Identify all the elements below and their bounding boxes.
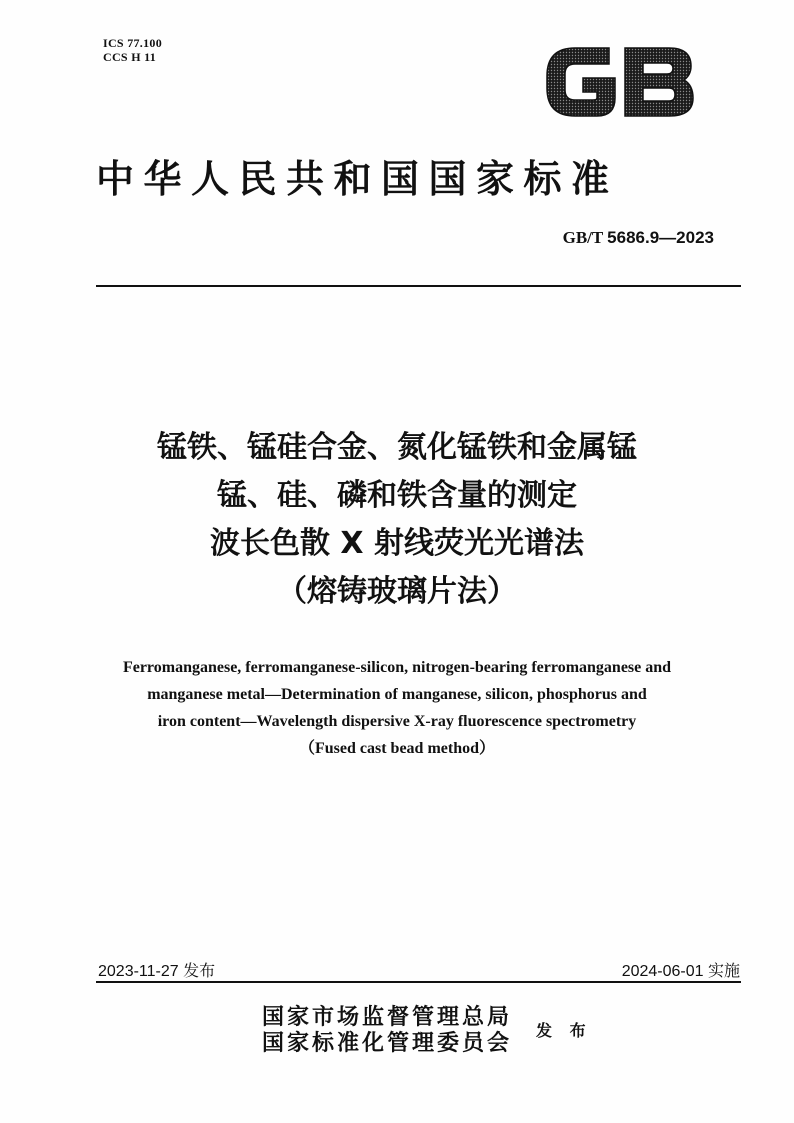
ics-code: ICS 77.100	[103, 36, 163, 50]
english-title-line: Ferromanganese, ferromanganese-silicon, nitrogen-bearing ferromanganese and	[122, 659, 672, 676]
publish-label: 发 布	[536, 1021, 592, 1040]
header-divider	[96, 285, 741, 287]
gb-logo	[541, 42, 699, 122]
chinese-title-line: 锰、硅、磷和铁含量的测定	[217, 478, 577, 513]
standard-number	[563, 228, 714, 248]
chinese-title	[0, 424, 794, 616]
issuing-authorities	[262, 1004, 512, 1056]
english-title-line: manganese metal—Determination of manganese, silicon, phosphorus and	[147, 686, 647, 703]
issuer-name: 国家市场监督管理总局	[262, 1004, 513, 1030]
standard-prefix: GB/T	[562, 228, 603, 247]
chinese-title-line: 波长色散 X 射线荧光光谱法	[209, 526, 585, 561]
english-title-line: iron content—Wavelength dispersive X-ray fluorescence spectrometry	[157, 713, 637, 730]
chinese-title-line: 锰铁、锰硅合金、氮化锰铁和金属锰	[157, 430, 637, 465]
standard-code: 5686.9—2023	[607, 228, 714, 247]
issuer-name: 国家标准化管理委员会	[262, 1030, 513, 1056]
chinese-title-line: （熔铸玻璃片法）	[277, 574, 517, 609]
classification-codes	[103, 36, 162, 64]
national-standard-title: 中华人民共和国国家标准	[96, 156, 619, 201]
ccs-code: CCS H 11	[103, 50, 157, 64]
english-title	[80, 654, 714, 762]
implementation-date: 2024-06-01 实施	[621, 963, 740, 980]
gb-logo-graphic	[541, 42, 699, 122]
english-title-line: （Fused cast bead method）	[298, 740, 495, 757]
footer-divider	[96, 981, 741, 983]
issue-date: 2023-11-27 发布	[98, 963, 216, 980]
